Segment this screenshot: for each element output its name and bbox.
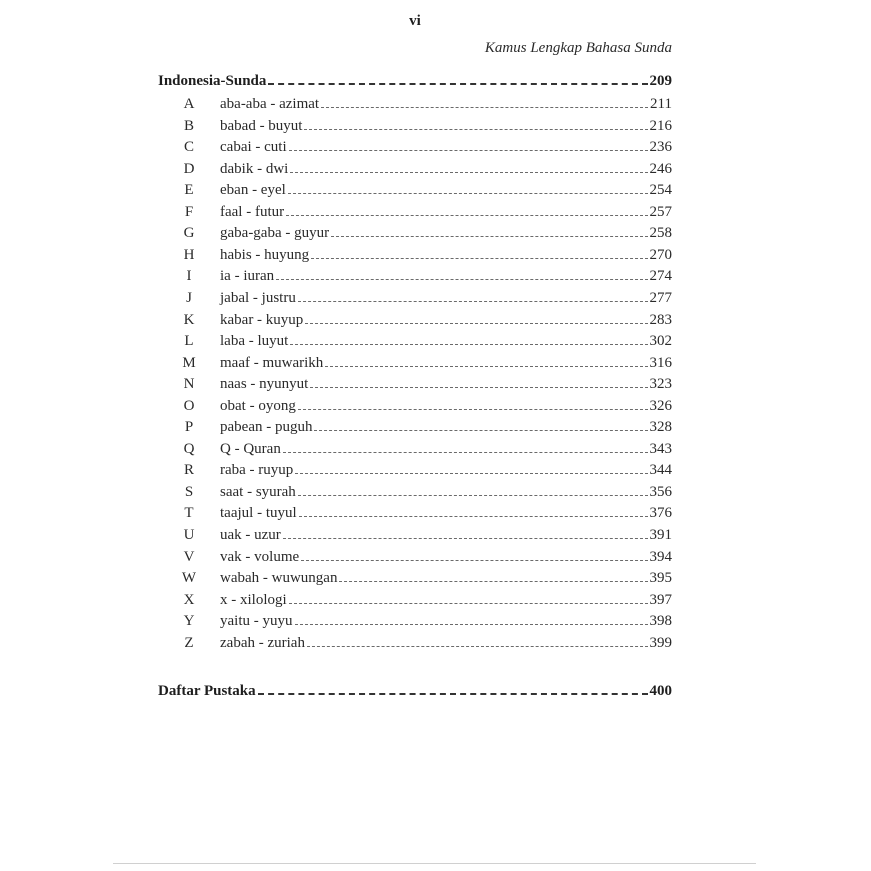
- entry-range: eban - eyel: [220, 182, 286, 199]
- toc-entry: [158, 328, 672, 349]
- entry-page: 246: [649, 160, 672, 177]
- toc-entry: [158, 500, 672, 521]
- entry-range: uak - uzur: [220, 527, 281, 543]
- toc-entry: [158, 587, 672, 608]
- dot-leader: [290, 344, 647, 345]
- entry-range: faal - futur: [220, 203, 285, 220]
- dot-leader: [339, 581, 647, 582]
- dot-leader: [310, 387, 647, 388]
- entry-letter: X: [183, 591, 195, 608]
- entry-page: 395: [649, 570, 672, 587]
- entry-range: saat - syurah: [220, 483, 296, 500]
- dot-leader: [331, 236, 647, 237]
- entry-page: 316: [649, 354, 672, 371]
- entry-range: yaitu - yuyu: [220, 613, 293, 630]
- entry-letter: O: [183, 397, 195, 414]
- toc-entry: [158, 457, 672, 478]
- entry-page: 397: [649, 591, 672, 608]
- entry-range: kabar - kuyup: [220, 311, 304, 328]
- entry-range: ia - iuran: [220, 268, 275, 285]
- toc-entry: [158, 630, 672, 651]
- bottom-rule: [113, 863, 756, 864]
- entry-page: 274: [649, 268, 672, 285]
- toc-entry: [158, 263, 672, 284]
- dot-leader: [295, 624, 648, 625]
- dot-leader: [304, 129, 647, 130]
- entry-page: 394: [649, 548, 672, 565]
- toc-entry: [158, 199, 672, 220]
- entry-page: 211: [650, 96, 672, 112]
- entry-letter: T: [184, 505, 194, 522]
- entry-letter: Q: [183, 440, 195, 457]
- dot-leader: [289, 150, 648, 151]
- entry-letter: L: [184, 333, 194, 350]
- toc-entry: [158, 371, 672, 392]
- entry-range: dabik - dwi: [220, 160, 289, 177]
- dot-leader: [268, 83, 647, 85]
- entry-range: vak - volume: [220, 548, 300, 565]
- toc-section-indonesia-sunda: [158, 68, 672, 89]
- entry-page: 270: [649, 246, 672, 263]
- entry-letter: U: [183, 527, 195, 543]
- entry-letter: J: [186, 290, 192, 306]
- entry-letter: P: [184, 419, 194, 436]
- entry-letter: F: [184, 203, 194, 220]
- dot-leader: [290, 172, 647, 173]
- entry-range: taajul - tuyul: [220, 505, 297, 522]
- entry-range: gaba-gaba - guyur: [220, 225, 330, 242]
- entry-page: 344: [649, 462, 672, 479]
- dot-leader: [298, 495, 648, 496]
- dot-leader: [283, 452, 648, 453]
- entry-page: 323: [649, 376, 672, 393]
- section-title: Daftar Pustaka: [158, 683, 256, 699]
- dot-leader: [314, 430, 647, 431]
- entry-range: habis - huyung: [220, 246, 310, 263]
- entry-range: obat - oyong: [220, 397, 296, 414]
- dot-leader: [311, 258, 647, 259]
- entry-range: babad - buyut: [220, 117, 303, 134]
- toc-entry: [158, 436, 672, 457]
- entry-range: jabal - justru: [220, 290, 296, 306]
- dot-leader: [289, 603, 648, 604]
- dot-leader: [276, 279, 647, 280]
- running-header: Kamus Lengkap Bahasa Sunda: [484, 40, 672, 56]
- entry-letter: Z: [184, 634, 194, 651]
- page-number: vi: [409, 13, 421, 29]
- entry-range: aba-aba - azimat: [220, 96, 320, 112]
- dot-leader: [286, 215, 647, 216]
- entry-letter: M: [182, 354, 196, 371]
- entry-page: 376: [649, 505, 672, 522]
- toc-entry: [158, 113, 672, 134]
- entry-letter: V: [183, 548, 195, 565]
- entry-range: maaf - muwarikh: [220, 354, 324, 371]
- dot-leader: [288, 193, 648, 194]
- entry-range: laba - luyut: [220, 333, 289, 350]
- dot-leader: [298, 409, 648, 410]
- entry-page: 343: [649, 440, 672, 457]
- dot-leader: [307, 646, 648, 647]
- entry-page: 302: [649, 333, 672, 350]
- toc-entry: [158, 393, 672, 414]
- entry-letter: S: [184, 483, 194, 500]
- section-page: 400: [649, 683, 672, 699]
- entry-page: 283: [649, 311, 672, 328]
- dot-leader: [298, 301, 648, 302]
- toc-entry: [158, 414, 672, 435]
- entry-letter: K: [183, 311, 195, 328]
- entry-page: 254: [649, 182, 672, 199]
- entry-letter: Y: [183, 613, 195, 630]
- entry-letter: W: [181, 570, 197, 587]
- entry-letter: R: [183, 462, 194, 479]
- toc-entry: [158, 350, 672, 371]
- toc-entry: [158, 134, 672, 155]
- entry-letter: N: [183, 376, 195, 393]
- entry-page: 391: [649, 527, 672, 543]
- toc-entry: [158, 544, 672, 565]
- entry-letter: E: [184, 182, 194, 199]
- entry-page: 328: [649, 419, 672, 436]
- entry-range: naas - nyunyut: [220, 376, 309, 393]
- entry-page: 236: [649, 139, 672, 156]
- entry-range: wabah - wuwungan: [220, 570, 338, 587]
- entry-page: 216: [649, 117, 672, 134]
- entry-range: x - xilologi: [220, 591, 287, 608]
- dot-leader: [321, 107, 648, 108]
- entry-range: zabah - zuriah: [220, 634, 305, 651]
- toc-entry: [158, 156, 672, 177]
- dot-leader: [301, 560, 647, 561]
- entry-range: pabean - puguh: [220, 419, 313, 436]
- toc-entry: [158, 307, 672, 328]
- section-title: Indonesia-Sunda: [158, 73, 267, 89]
- dot-leader: [299, 516, 648, 517]
- toc-entry: [158, 479, 672, 500]
- toc-entry: [158, 565, 672, 586]
- entry-range: Q - Quran: [220, 440, 281, 457]
- toc-section-daftar-pustaka: [158, 678, 672, 699]
- entry-page: 258: [649, 225, 672, 242]
- entry-page: 257: [649, 203, 672, 220]
- entry-page: 356: [649, 483, 672, 500]
- entry-letter: D: [183, 160, 195, 177]
- entry-letter: I: [186, 268, 192, 285]
- toc-entry: [158, 177, 672, 198]
- entry-letter: A: [183, 96, 195, 112]
- toc-entry: [158, 608, 672, 629]
- section-page: 209: [649, 73, 672, 89]
- dot-leader: [295, 473, 647, 474]
- entry-letter: C: [183, 139, 194, 156]
- entry-page: 326: [649, 397, 672, 414]
- toc-entry: [158, 220, 672, 241]
- entry-letter: B: [183, 117, 194, 134]
- dot-leader: [283, 538, 648, 539]
- dot-leader: [258, 693, 648, 695]
- toc-entry: [158, 522, 672, 543]
- entry-page: 399: [649, 634, 672, 651]
- entry-letter: G: [183, 225, 195, 242]
- entry-range: cabai - cuti: [220, 139, 287, 156]
- entry-page: 398: [649, 613, 672, 630]
- toc-entry: [158, 285, 672, 306]
- entry-page: 277: [649, 290, 672, 306]
- entry-range: raba - ruyup: [220, 462, 294, 479]
- dot-leader: [325, 366, 647, 367]
- toc-entry: [158, 242, 672, 263]
- dot-leader: [305, 323, 647, 324]
- toc-entry: [158, 91, 672, 112]
- entry-letter: H: [183, 246, 195, 263]
